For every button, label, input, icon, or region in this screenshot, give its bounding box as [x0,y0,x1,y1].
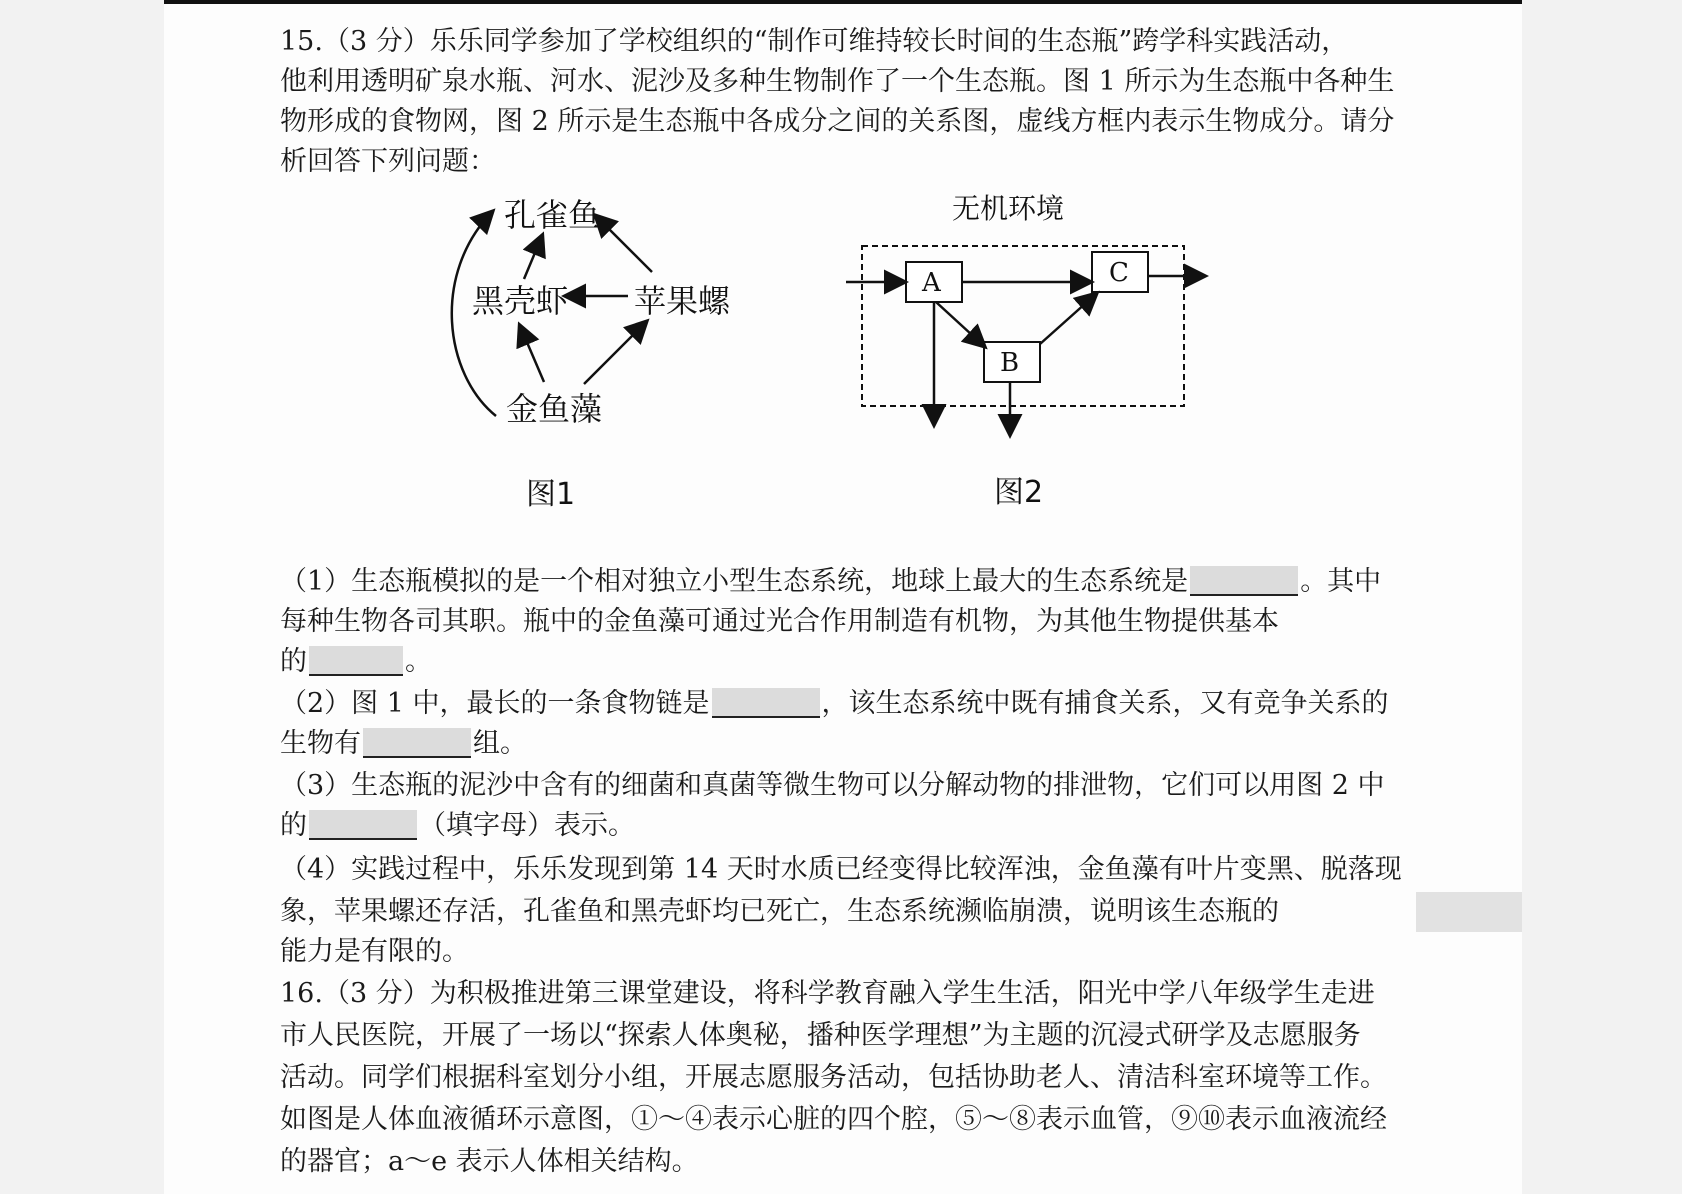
node-apple-snail: 苹果螺 [634,282,731,320]
figure-2-ecosystem-diagram [834,184,1234,524]
q15-header: 15.（3 分）乐乐同学参加了学校组织的“制作可维持较长时间的生态瓶”跨学科实践活动， [280,26,1349,57]
node-hornwort: 金鱼藻 [506,390,603,428]
q15-part-2-line-2: 生物有 组。 [280,728,527,759]
arrow-hornwort-to-snail [584,322,646,384]
q16-line-4: 如图是人体血液循环示意图，①～④表示心脏的四个腔，⑤～⑧表示血管，⑨⑩表示血液流经 [280,1104,1387,1135]
figure-1-food-web [434,184,734,524]
answer-blank-4[interactable] [363,728,471,758]
q15-intro-line-4: 析回答下列问题： [280,146,496,177]
q16-line-3: 活动。同学们根据科室划分小组，开展志愿服务活动，包括协助老人、清洁科室环境等工作。 [280,1062,1387,1093]
q15-part-3-line-2: 的 （填字母）表示。 [280,810,635,841]
q15-part-4-line-1: （4）实践过程中，乐乐发现到第 14 天时水质已经变得比较浑浊，金鱼藻有叶片变黑、脱落现 [280,854,1402,885]
node-shrimp: 黑壳虾 [472,282,569,320]
answer-blank-3[interactable] [712,688,820,718]
q15-part-1-line-3: 的 。 [280,646,432,677]
inorganic-environment-label: 无机环境 [952,192,1065,225]
arrow-snail-to-fish [596,216,652,272]
arrow-shrimp-to-fish [524,236,542,279]
answer-blank-6[interactable] [1416,892,1522,932]
arrow-a-to-b [936,302,984,346]
q16-header: 16.（3 分）为积极推进第三课堂建设，将科学教育融入学生生活，阳光中学八年级学生走进 [280,978,1375,1009]
q15-part-3-line-1: （3）生态瓶的泥沙中含有的细菌和真菌等微生物可以分解动物的排泄物，它们可以用图 2 中 [280,770,1385,801]
q15-part-4-line-3: 能力是有限的。 [280,936,469,967]
box-a-label: A [922,268,941,298]
box-b-label: B [1000,348,1020,378]
answer-blank-2[interactable] [309,646,403,676]
exam-page [164,0,1522,1194]
figure-1-caption: 图1 [526,477,576,512]
arrow-b-to-c [1040,294,1096,344]
q15-part-4-line-2: 象，苹果螺还存活，孔雀鱼和黑壳虾均已死亡，生态系统濒临崩溃，说明该生态瓶的 [280,896,1279,927]
q16-line-2: 市人民医院，开展了一场以“探索人体奥秘，播种医学理想”为主题的沉浸式研学及志愿服务 [280,1020,1361,1051]
q16-line-5: 的器官；a～e 表示人体相关结构。 [280,1146,699,1177]
answer-blank-1[interactable] [1190,566,1298,596]
q15-part-2-line-1: （2）图 1 中，最长的一条食物链是 ，该生态系统中既有捕食关系，又有竞争关系的 [280,688,1389,719]
figure-2-caption: 图2 [994,475,1044,510]
node-peacock-fish: 孔雀鱼 [504,196,601,234]
box-c-label: C [1109,258,1129,288]
answer-blank-5[interactable] [309,810,417,840]
arrow-hornwort-to-shrimp [520,326,544,382]
q15-intro-line-3: 物形成的食物网，图 2 所示是生态瓶中各成分之间的关系图，虚线方框内表示生物成分。请分 [280,106,1395,137]
q15-part-1-line-1: （1）生态瓶模拟的是一个相对独立小型生态系统，地球上最大的生态系统是 。其中 [280,566,1382,597]
q15-intro-line-2: 他利用透明矿泉水瓶、河水、泥沙及多种生物制作了一个生态瓶。图 1 所示为生态瓶中各种生 [280,66,1395,97]
q15-part-1-line-2: 每种生物各司其职。瓶中的金鱼藻可通过光合作用制造有机物，为其他生物提供基本 [280,606,1279,637]
